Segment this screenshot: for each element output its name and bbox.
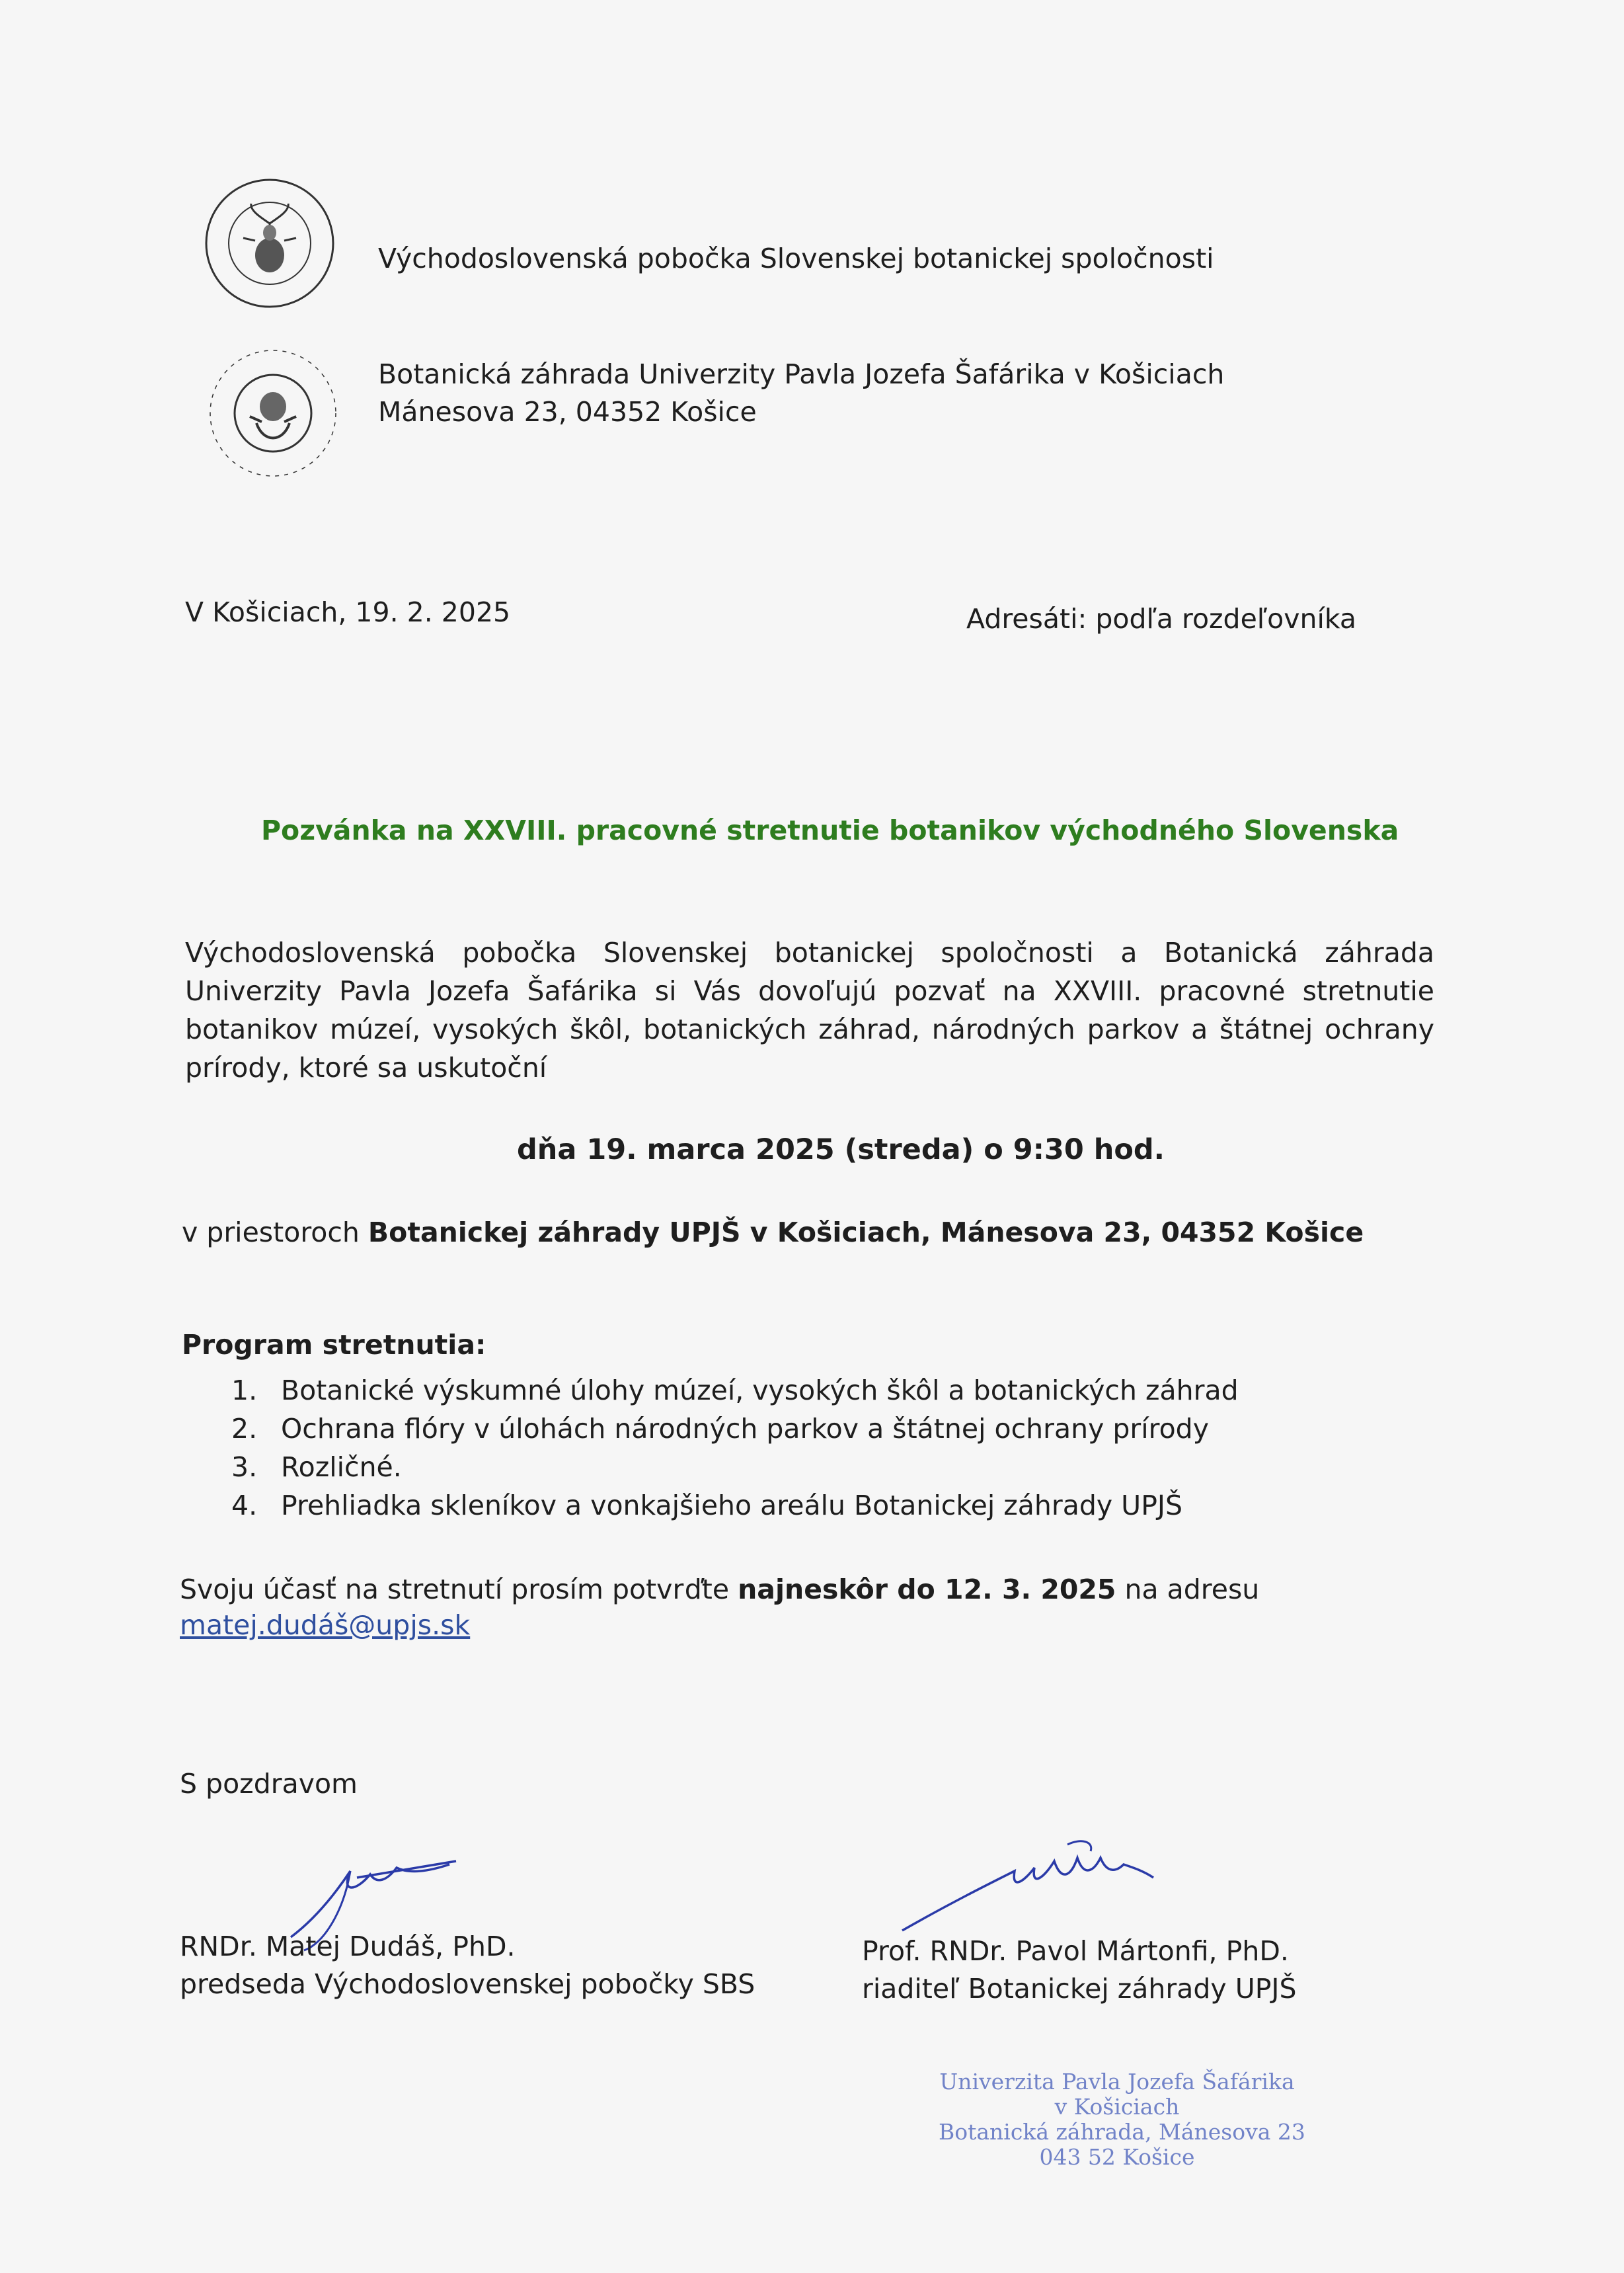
society-name: Východoslovenská pobočka Slovenskej botanickej spoločnosti xyxy=(378,243,1214,274)
event-date: dňa 19. marca 2025 (streda) o 9:30 hod. xyxy=(517,1133,1165,1166)
rsvp-deadline: najneskôr do 12. 3. 2025 xyxy=(738,1574,1116,1605)
list-item: 3. Rozličné. xyxy=(231,1451,402,1483)
garden-logo xyxy=(204,344,342,483)
program-title: Program stretnutia: xyxy=(182,1329,486,1361)
place-date: V Košiciach, 19. 2. 2025 xyxy=(185,596,511,628)
intro-paragraph: Východoslovenská pobočka Slovenskej botanickej spoločnosti a Botanická záhrada Univerzity Pavla Jozefa Šafárika si Vás dovoľujú pozvať na XXVIII. pracovné stretnutie botanikov múzeí, vysokých škôl, botanických záhrad, národných parkov a štátnej ochrany prírody, ktoré sa uskutoční xyxy=(185,937,1434,1084)
signatory-role-1: predseda Východoslovenskej pobočky SBS xyxy=(180,1968,755,2000)
venue: Botanickej záhrady UPJŠ v Košiciach, Mánesova 23, 04352 Košice xyxy=(367,1216,1364,1248)
venue-prefix: v priestoroch xyxy=(182,1216,368,1248)
signatory-role-2: riaditeľ Botanickej záhrady UPJŠ xyxy=(862,1973,1297,2005)
program-list xyxy=(231,1371,1239,1525)
signature-martonfi xyxy=(896,1831,1239,1946)
addressees: Adresáti: podľa rozdeľovníka xyxy=(966,603,1357,635)
invitation-title: Pozvánka na XXVIII. pracovné stretnutie botanikov východného Slovenska xyxy=(261,815,1399,846)
venue-line xyxy=(182,1215,1364,1250)
garden-address: Mánesova 23, 04352 Košice xyxy=(378,396,757,428)
signatory-name-1: RNDr. Matej Dudáš, PhD. xyxy=(180,1931,516,1962)
closing: S pozdravom xyxy=(180,1768,358,1800)
list-item: 4. Prehliadka skleníkov a vonkajšieho areálu Botanickej záhrady UPJŠ xyxy=(231,1490,1183,1521)
list-item: 2. Ochrana flóry v úlohách národných parkov a štátnej ochrany prírody xyxy=(231,1413,1209,1445)
rsvp-line: Svoju účasť na stretnutí prosím potvrďte najneskôr do 12. 3. 2025 na adresu xyxy=(180,1574,1260,1605)
email-link[interactable]: matej.dudáš@upjs.sk xyxy=(180,1609,471,1641)
society-logo xyxy=(204,177,336,309)
official-stamp: Univerzita Pavla Jozefa Šafárika v Košiciach Botanická záhrada, Mánesova 23 043 52 Košice xyxy=(939,2069,1305,2170)
signatory-name-2: Prof. RNDr. Pavol Mártonfi, PhD. xyxy=(862,1935,1289,1967)
garden-name: Botanická záhrada Univerzity Pavla Jozefa Šafárika v Košiciach xyxy=(378,358,1225,390)
list-item: 1. Botanické výskumné úlohy múzeí, vysokých škôl a botanických záhrad xyxy=(231,1375,1239,1406)
